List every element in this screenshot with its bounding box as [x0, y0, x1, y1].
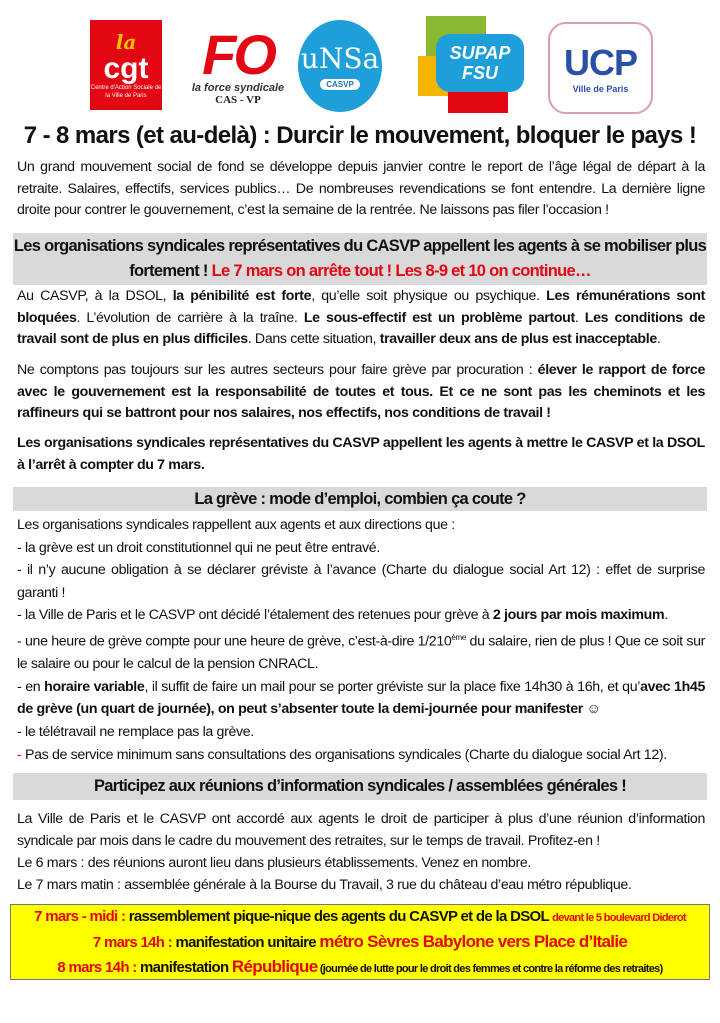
text-segment: 7 mars - midi : [34, 908, 129, 925]
reunions-paragraph: La Ville de Paris et le CASVP ont accordé aux agents le droit de participer à plus d’une réunion d’information syndicale par mois dans le cadre du mouvement des retraites, sur le temps de travail. Profitez-en ! [17, 811, 705, 849]
reunions-section [17, 808, 705, 896]
text-segment: Les rémunérations sont bloquées [17, 288, 705, 326]
text-segment: - une heure de grève compte pour une heure de grève, c’est-à-dire 1/210 [17, 633, 452, 650]
logo-text: Ville de Paris [572, 84, 629, 94]
logo-text: FO [202, 23, 274, 86]
text-segment: - en [17, 678, 45, 695]
list-item: - il n’y aucune obligation à se déclarer gréviste à l’avance (Charte du dialogue social Art 12) : effet de surprise garanti ! [17, 562, 705, 601]
text-segment: manifestation [140, 959, 232, 976]
text-segment: 8 mars 14h : [57, 959, 141, 976]
text-segment: 7 mars 14h : [92, 934, 176, 951]
text-segment: la pénibilité est forte [172, 288, 312, 304]
intro-paragraph: Un grand mouvement social de fond se développe depuis janvier contre le report de l’âge légal de départ à la retraite. Salaires, effectifs, services publics… De nombreuses revendications se font entendre. La dernière ligne droite pour contrer le gouvernement, c’est la semaine de la rentrée. Ne laissons pas filer l’occasion ! [17, 159, 705, 218]
text-segment: élever le rapport de force avec le gouvernement est la responsabilité de toutes et tous. Et ce ne sont pas les cheminots et les raffineurs qui se battront pour nos salaires, nos effectifs, nos conditions de travail ! [17, 362, 705, 421]
logo-text: uNSa [300, 42, 380, 75]
logo-text: la force syndicale [191, 82, 285, 94]
text-segment: devant le 5 boulevard Diderot [552, 912, 686, 924]
text-segment: 2 jours par mois maximum [492, 607, 665, 624]
text-segment: rassemblement pique-nique des agents du CASVP et de la DSOL [128, 908, 553, 925]
greve-list [17, 514, 705, 766]
text-segment: avec 1h45 de grève (un quart de journée), on peut s’absenter toute la demi-journée pour manifester ☺ [17, 678, 705, 718]
reunion-line: Le 7 mars matin : assemblée générale à la Bourse du Travail, 3 rue du château d’eau métro république. [17, 877, 632, 893]
banner-text: Les organisations syndicales représentatives du CASVP appellent les agents à se mobiliser plus fortement ! [13, 237, 707, 280]
text-segment: ème [451, 632, 466, 642]
text-segment: métro Sèvres Babylone vers Place d’Italie [319, 932, 628, 951]
penibilite-paragraph [17, 286, 705, 351]
text-segment: , il suffit de faire un mail pour se porter gréviste sur la place fixe 14h30 à 16h, et qu’ [144, 678, 641, 695]
text-segment: République [231, 957, 318, 976]
rapport-force-paragraph [17, 360, 705, 425]
logo-text: SUPAP [449, 43, 511, 63]
reunion-line: Le 6 mars : des réunions auront lieu dans plusieurs établissements. Venez en nombre. [17, 855, 531, 871]
text-segment: , qu’elle soit physique ou psychique. [311, 288, 547, 304]
text-segment: Le sous-effectif est un problème partout [303, 309, 575, 326]
text-segment: . [664, 607, 668, 624]
text-segment: (journée de lutte pour le droit des femmes et contre la réforme des retraites) [317, 963, 663, 975]
list-item [17, 744, 705, 767]
text-segment: travailler deux ans de plus est inacceptable [379, 331, 657, 347]
text-segment: . [656, 331, 661, 347]
logo-text: FSU [462, 63, 498, 83]
event-line [11, 930, 709, 955]
logo-text: Centre d'Action Sociale de la Ville de Paris [90, 85, 162, 99]
text-segment: - la Ville de Paris et le CASVP ont décidé l’étalement des retenues pour grève à [17, 607, 493, 624]
text-segment: horaire variable [44, 678, 145, 695]
logo-text: UCP [563, 42, 637, 83]
fo-logo [184, 22, 292, 112]
ucp-logo [548, 22, 653, 114]
banner-highlight: Le 7 mars on arrête tout ! Les 8-9 et 10 on continue… [211, 262, 591, 280]
appel-paragraph: Les organisations syndicales représentatives du CASVP appellent les agents à mettre le CASVP et la DSOL à l’arrêt à compter du 7 mars. [17, 435, 705, 473]
text-segment: manifestation unitaire [175, 934, 320, 951]
page-title: 7 - 8 mars (et au-delà) : Durcir le mouvement, bloquer le pays ! [23, 122, 697, 149]
event-line [11, 955, 709, 981]
events-box [10, 904, 710, 980]
unsa-logo [298, 20, 382, 112]
supap-fsu-logo [418, 16, 528, 112]
text-segment: . [574, 309, 585, 326]
banner-greve: La grève : mode d’emploi, combien ça coute ? [13, 487, 707, 511]
banner-reunions: Participez aux réunions d’information syndicales / assemblées générales ! [13, 773, 707, 800]
text-segment: Ne comptons pas toujours sur les autres secteurs pour faire grève par procuration : [17, 362, 538, 378]
text-segment: - [17, 746, 22, 763]
list-item: - le télétravail ne remplace pas la grève. [17, 724, 254, 741]
banner-mobilisation [13, 233, 707, 285]
greve-lead: Les organisations syndicales rappellent aux agents et aux directions que : [17, 517, 455, 533]
logo-text: la [115, 30, 137, 54]
text-segment: du salaire, rien de plus ! Que ce soit sur le salaire ou pour le calcul de la pension CNRACL. [17, 633, 705, 673]
list-item [17, 627, 705, 676]
list-item [17, 676, 705, 721]
logo-text: CAS - VP [215, 94, 261, 106]
text-segment: Pas de service minimum sans consultations des organisations syndicales (Charte du dialogue social Art 12). [21, 746, 667, 763]
list-item: - la grève est un droit constitutionnel qui ne peut être entravé. [17, 539, 380, 556]
text-segment: Les conditions de travail sont de plus en plus difficiles [17, 309, 705, 347]
union-logos [88, 12, 658, 117]
list-item [17, 604, 705, 627]
logo-text: cgt [103, 52, 149, 85]
text-segment: . Dans cette situation, [247, 331, 380, 347]
text-segment: Au CASVP, à la DSOL, [17, 288, 173, 304]
logo-text: CASVP [320, 79, 360, 90]
cgt-logo [90, 20, 162, 110]
text-segment: . L’évolution de carrière à la traîne. [76, 309, 304, 326]
event-line [11, 905, 709, 930]
